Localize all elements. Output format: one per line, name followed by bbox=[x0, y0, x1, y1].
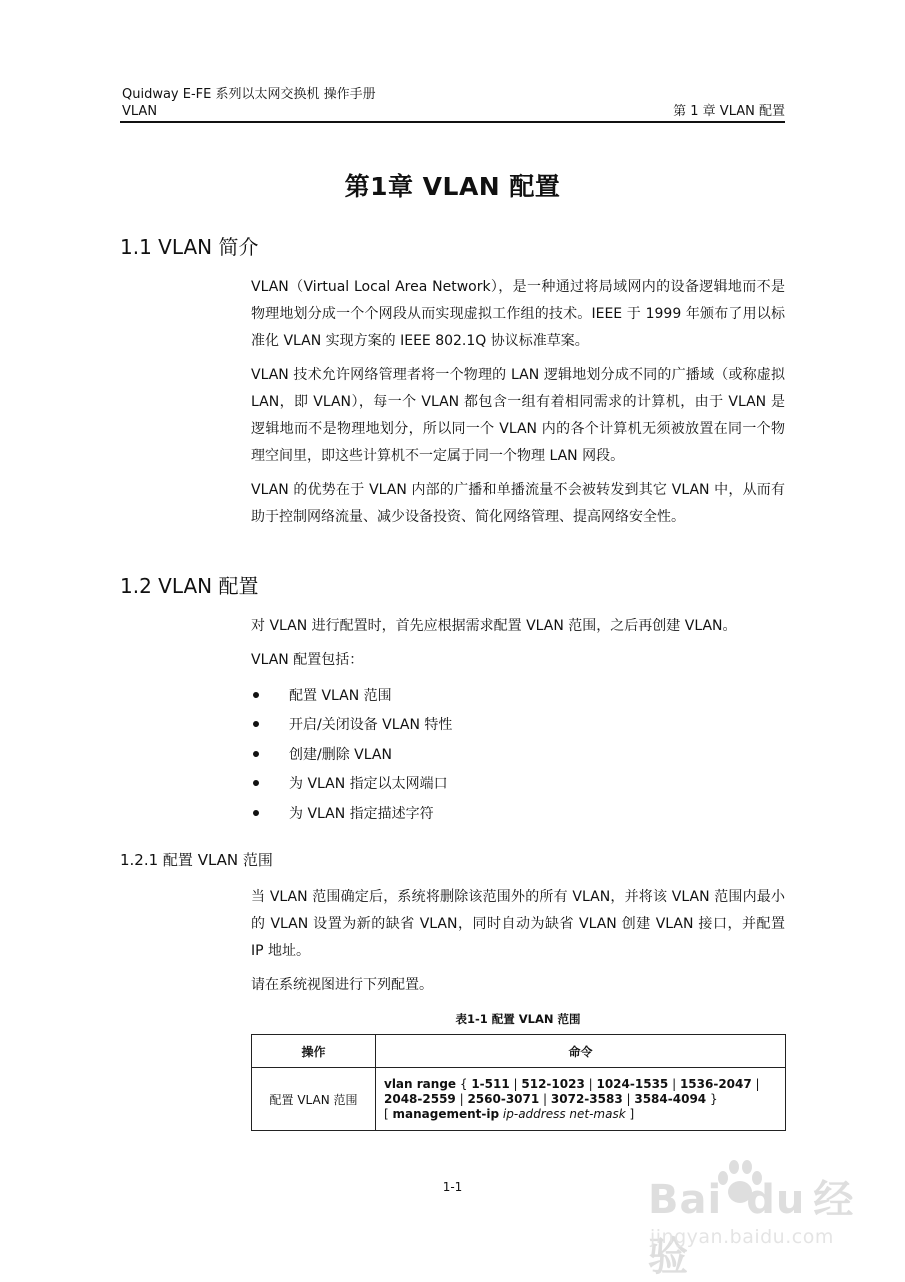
header-divider bbox=[120, 121, 785, 123]
watermark-brand-cn: 经验 bbox=[648, 1177, 855, 1280]
paragraph: VLAN（Virtual Local Area Network），是一种通过将局域网内的设备逻辑地而不是物理地划分成一个个网段从而实现虚拟工作组的技术。IEEE 于 1999 年颁布了用以标准化 VLAN 实现方案的 IEEE 802.1Q 协议标准草案。 bbox=[251, 279, 785, 349]
cmd-range-option: 1024-1535 bbox=[596, 1076, 669, 1091]
list-item bbox=[251, 710, 785, 740]
cmd-separator: | bbox=[455, 1091, 468, 1106]
cmd-separator: | bbox=[668, 1076, 680, 1091]
list-item bbox=[251, 769, 785, 799]
list-item-label: 开启/关闭设备 VLAN 特性 bbox=[289, 717, 453, 734]
cmd-separator: | bbox=[584, 1076, 597, 1091]
watermark-brand-left: Bai bbox=[648, 1177, 723, 1223]
cmd-separator: | bbox=[622, 1091, 635, 1106]
list-item bbox=[251, 798, 785, 828]
paragraph: 当 VLAN 范围确定后，系统将删除该范围外的所有 VLAN，并将该 VLAN 范围内最小的 VLAN 设置为新的缺省 VLAN，同时自动为缺省 VLAN 创建 VLAN 接口，并配置 IP 地址。 bbox=[251, 889, 785, 959]
cmd-separator: | bbox=[539, 1091, 551, 1106]
cmd-bracket-open: [ bbox=[384, 1106, 393, 1121]
cmd-range-option: 3584-4094 bbox=[634, 1091, 707, 1106]
bullet-icon bbox=[253, 692, 259, 698]
section-heading-vlan-config: 1.2 VLAN 配置 bbox=[120, 574, 259, 598]
cmd-bracket-close: ] bbox=[625, 1106, 635, 1121]
header-section-name: VLAN bbox=[122, 104, 158, 119]
cmd-brace-open: { bbox=[456, 1076, 472, 1091]
list-item bbox=[251, 739, 785, 769]
paragraph: 对 VLAN 进行配置时，首先应根据需求配置 VLAN 范围，之后再创建 VLAN。 bbox=[251, 618, 737, 634]
operation-cell: 配置 VLAN 范围 bbox=[252, 1068, 376, 1131]
command-cell bbox=[376, 1068, 786, 1131]
section-body-vlan-config bbox=[251, 613, 785, 681]
list-item bbox=[251, 680, 785, 710]
cmd-range-option: 1-511 bbox=[471, 1076, 510, 1091]
cmd-range-option: 2048-2559 bbox=[384, 1091, 456, 1106]
section-heading-vlan-intro: 1.1 VLAN 简介 bbox=[120, 235, 259, 259]
cmd-mgmt-keyword: management-ip bbox=[392, 1106, 500, 1121]
cmd-brace-close: } bbox=[706, 1091, 718, 1106]
paragraph: VLAN 配置包括： bbox=[251, 652, 364, 668]
paragraph: 请在系统视图进行下列配置。 bbox=[251, 977, 433, 993]
watermark-url: jingyan.baidu.com bbox=[650, 1226, 834, 1248]
paw-logo-icon bbox=[710, 1152, 770, 1212]
chapter-title: 第1章 VLAN 配置 bbox=[344, 172, 561, 201]
cmd-keyword: vlan range bbox=[384, 1076, 457, 1091]
cmd-mgmt-params: ip-address net-mask bbox=[502, 1106, 626, 1121]
vlan-range-command-table bbox=[251, 1034, 786, 1131]
running-header-left bbox=[122, 86, 376, 120]
subsection-body-vlan-range bbox=[251, 884, 785, 1006]
table-row bbox=[252, 1068, 786, 1131]
list-item-label: 配置 VLAN 范围 bbox=[289, 687, 392, 704]
section-body-vlan-intro bbox=[251, 274, 785, 538]
header-product-title: Quidway E-FE 系列以太网交换机 操作手册 bbox=[122, 87, 376, 102]
cmd-range-option: 2560-3071 bbox=[467, 1091, 540, 1106]
list-item-label: 为 VLAN 指定描述字符 bbox=[289, 805, 434, 822]
cmd-range-option: 1536-2047 bbox=[679, 1076, 752, 1091]
bullet-icon bbox=[253, 810, 259, 816]
page-number: 1-1 bbox=[442, 1180, 463, 1194]
cmd-range-option: 512-1023 bbox=[521, 1076, 585, 1091]
list-item-label: 为 VLAN 指定以太网端口 bbox=[289, 776, 448, 793]
cmd-separator: | bbox=[751, 1076, 760, 1091]
column-header-operation: 操作 bbox=[252, 1035, 376, 1068]
config-items-list bbox=[251, 680, 785, 828]
cmd-separator: | bbox=[509, 1076, 522, 1091]
column-header-command: 命令 bbox=[376, 1035, 786, 1068]
header-chapter-label: 第 1 章 VLAN 配置 bbox=[673, 104, 785, 119]
baidu-jingyan-watermark bbox=[640, 1148, 880, 1280]
bullet-icon bbox=[253, 721, 259, 727]
cmd-range-option: 3072-3583 bbox=[550, 1091, 623, 1106]
bullet-icon bbox=[253, 751, 259, 757]
table-caption: 表1-1 配置 VLAN 范围 bbox=[455, 1012, 581, 1026]
list-item-label: 创建/删除 VLAN bbox=[289, 746, 392, 763]
paragraph: VLAN 的优势在于 VLAN 内部的广播和单播流量不会被转发到其它 VLAN 中，从而有助于控制网络流量、减少设备投资、简化网络管理、提高网络安全性。 bbox=[251, 482, 785, 525]
watermark-brand-right: du bbox=[746, 1177, 806, 1223]
bullet-icon bbox=[253, 780, 259, 786]
subsection-heading-vlan-range: 1.2.1 配置 VLAN 范围 bbox=[120, 851, 273, 869]
table-header-row bbox=[252, 1035, 786, 1068]
paragraph: VLAN 技术允许网络管理者将一个物理的 LAN 逻辑地划分成不同的广播域（或称虚拟 LAN，即 VLAN），每一个 VLAN 都包含一组有着相同需求的计算机，由于 VLAN 是逻辑地而不是物理地划分，所以同一个 VLAN 内的各个计算机无须被放置在同一个物理空间里，即这些计算机不一定属于同一个物理 LAN 网段。 bbox=[251, 367, 785, 464]
